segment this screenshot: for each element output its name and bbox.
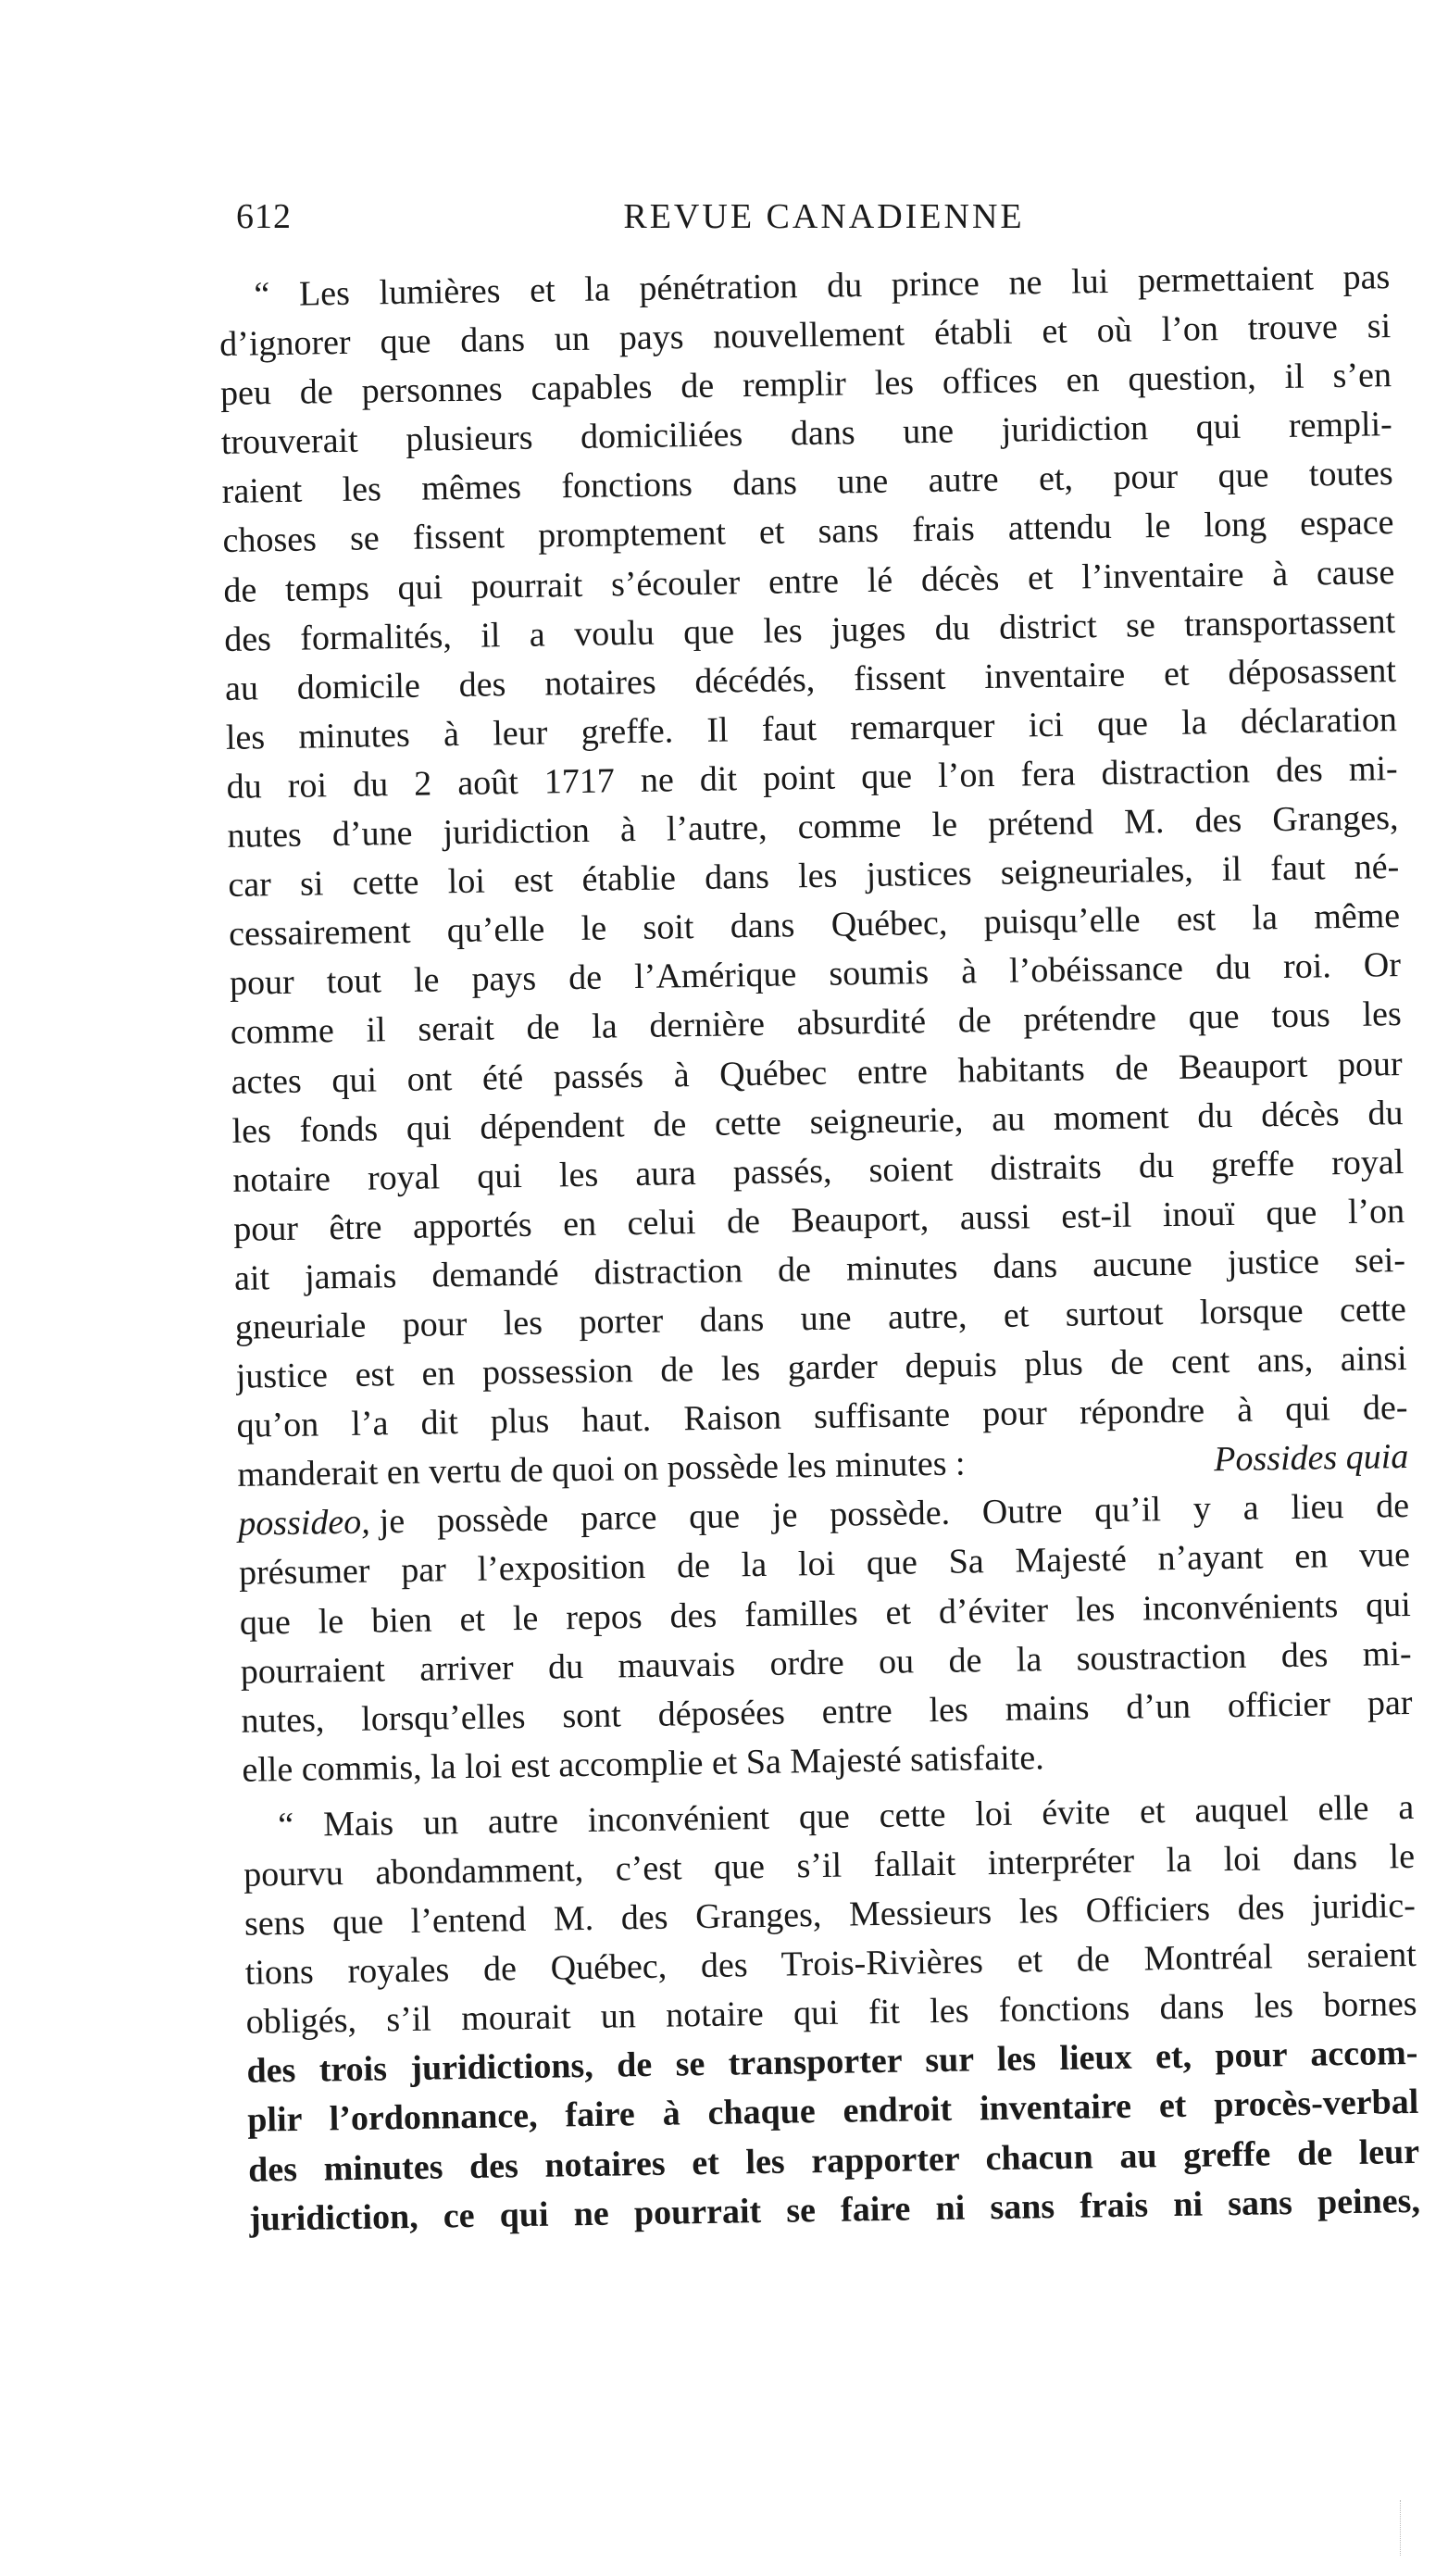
text-line: plir l’ordonnance, faire à chaque endroit inventaire et procès-verbal [247,2082,1419,2141]
text-line: que le bien et le repos des familles et d’éviter les inconvénients qui [239,1584,1412,1643]
text-line: notaire royal qui les aura passés, soient distraits du greffe royal [232,1142,1404,1200]
text-line: d’ignorer que dans un pays nouvellement établi et où l’on trouve si [218,306,1392,365]
text-line: des minutes des notaires et les rapporter chacun au greffe de leur [247,2132,1420,2190]
text-line: gneuriale pour les porter dans une autre, et surtout lorsque cette [234,1289,1407,1347]
paragraph-2 [243,1783,1420,2245]
scan-edge-mark [1400,2500,1429,2556]
text-line: pour tout le pays de l’Amérique soumis à l’obéissance du roi. Or [229,945,1402,1004]
text-line: cessairement qu’elle le soit dans Québec, puisqu’elle est la même [228,896,1401,955]
text-line: “ Les lumières et la pénétration du prince ne lui permettaient pas [254,257,1391,315]
text-line: du roi du 2 août 1717 ne dit point que l’on fera distraction des mi- [226,749,1398,807]
text-line: comme il serait de la dernière absurdité de prétendre que tous les [230,994,1403,1053]
italic-word: possideo, [237,1502,371,1544]
text-line: présumer par l’exposition de la loi que Sa Majesté n’ayant en vue [238,1535,1411,1594]
text-line: peu de personnes capables de remplir les offices en question, il s’en [219,356,1392,414]
text-line: qu’on l’a dit plus haut. Raison suffisante pour répondre à qui de- [236,1388,1408,1445]
paragraph-1 [218,253,1414,1795]
page-number: 612 [236,197,292,236]
text-line: des formalités, il a voulu que les juges du district se transportassent [223,601,1396,659]
running-head [236,196,1412,244]
text-line: pourvu abondamment, c’est que s’il fallait interpréter la loi dans le [243,1836,1416,1894]
text-line: trouverait plusieurs domiciliées dans une juridiction qui rempli- [220,405,1393,463]
text-line: au domicile des notaires décédés, fissent inventaire et déposassent [224,650,1397,708]
text-line: nutes, lorsqu’elles sont déposées entre les mains d’un officier par [241,1682,1413,1741]
text-line: les minutes à leur greffe. Il faut remarquer ici que la déclaration [225,699,1398,757]
text-line: les fonds qui dépendent de cette seigneurie, au moment du décès du [231,1093,1404,1151]
running-title: REVUE CANADIENNE [623,197,1025,236]
text-line: pour être apportés en celui de Beauport, aussi est-il inouï que l’on [232,1191,1405,1249]
text-line: raient les mêmes fonctions dans une autre et, pour que toutes [221,454,1393,512]
text-segment: je possède parce que je possède. Outre qu’il y a lieu de [379,1486,1410,1542]
text-line: car si cette loi est établie dans les justices seigneuriales, il faut né- [228,847,1400,906]
text-segment: manderait en vertu de quoi on possède les minutes : [237,1444,966,1495]
body-text [218,253,1420,2250]
text-line: actes qui ont été passés à Québec entre habitants de Beauport pour [231,1044,1403,1102]
text-line: elle commis, la loi est accomplie et Sa Majesté satisfaite. [242,1738,1044,1790]
italic-phrase: Possides quia [1213,1437,1409,1480]
text-line: justice est en possession de les garder depuis plus de cent ans, ainsi [235,1339,1407,1396]
text-line: des trois juridictions, de se transporter sur les lieux et, pour accom- [246,2033,1418,2092]
text-line: tions royales de Québec, des Trois-Rivières et de Montréal seraient [244,1935,1417,1993]
text-line: pourraient arriver du mauvais ordre ou de la soustraction des mi- [240,1633,1412,1692]
text-line: obligés, s’il mourait un notaire qui fit les fonctions dans les bornes [245,1984,1417,2043]
text-line: choses se fissent promptement et sans frais attendu le long espace [222,503,1394,561]
text-line: nutes d’une juridiction à l’autre, comme le prétend M. des Granges, [227,798,1399,856]
text-line: juridiction, ce qui ne pourrait se faire ni sans frais ni sans peines, [248,2181,1421,2239]
text-line: de temps qui pourrait s’écouler entre lé décès et l’inventaire à cause [223,552,1395,610]
text-line: ait jamais demandé distraction de minutes dans aucune justice sei- [233,1240,1406,1298]
text-line: sens que l’entend M. des Granges, Messieurs les Officiers des juridic- [243,1886,1417,1944]
text-line: “ Mais un autre inconvénient que cette loi évite et auquel elle a [278,1787,1415,1845]
